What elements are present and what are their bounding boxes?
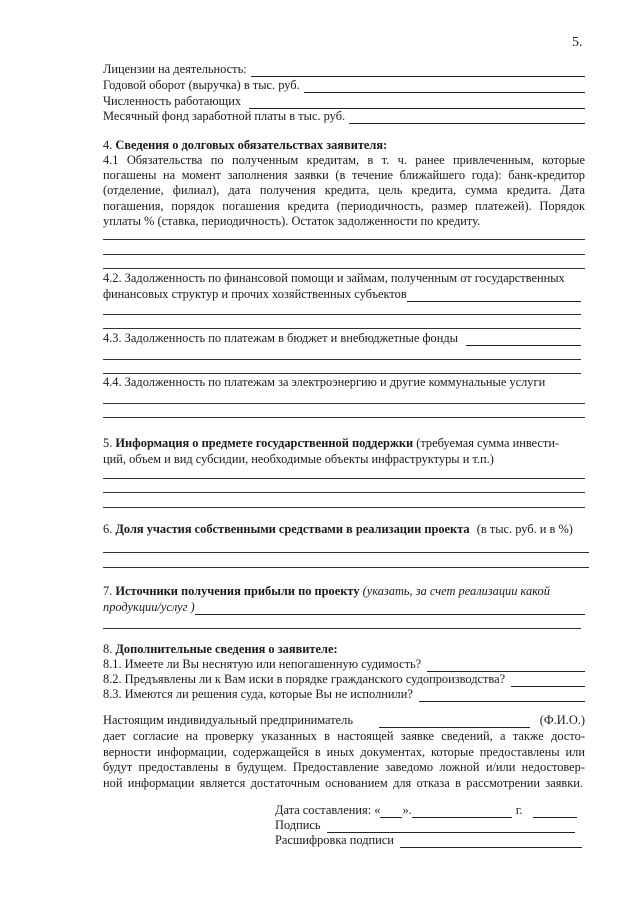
employees-label: Численность работающих: [103, 94, 242, 108]
section7-heading-line1: [103, 584, 550, 599]
consent-body-line-2: верности информации, содержащейся в иных документах, которые предоставлены или: [103, 745, 585, 759]
consent-body-line-1: дает согласие на проверку указанных в настоящей заявке сведений, а также досто-: [103, 729, 585, 743]
section6-answer-line-1[interactable]: [103, 552, 589, 553]
item42-field[interactable]: [407, 290, 581, 302]
q82-row: [103, 672, 585, 687]
item41-text: 4.1 Обязательства по полученным кредитам, в т. ч. ранее привлеченным, которые погашены на момент заполнения заявки (в течение ближайшего года): банк-кредитор (отделение, филиал), дата получения кредита, цель кредита, сумма кредита. Дата погашения, порядок погашения кредита (периодичность, размер платежей). Порядок уплаты % (ставка, периодичность). Остаток задолженности по кредиту.: [103, 153, 585, 228]
q83-field[interactable]: [419, 690, 585, 702]
section4-title: Сведения о долговых обязательствах заявителя:: [115, 138, 388, 152]
q81-row: [103, 657, 585, 672]
date-year-suffix: г.: [515, 803, 523, 817]
q83-row: [103, 687, 585, 702]
licenses-label: Лицензии на деятельность:: [103, 62, 247, 76]
item42-answer-line-1[interactable]: [103, 314, 581, 315]
item43-row: [103, 331, 581, 346]
item44-answer-line-1[interactable]: [103, 403, 585, 404]
consent-line1: [103, 713, 585, 728]
section6-title: Доля участия собственными средствами в реализации проекта: [115, 522, 470, 536]
item43-answer-line-1[interactable]: [103, 359, 581, 360]
sign-field[interactable]: [327, 821, 575, 833]
section7-answer-line[interactable]: [103, 628, 581, 629]
q81-field[interactable]: [427, 660, 585, 672]
licenses-field[interactable]: [251, 65, 585, 77]
section7-note-line1: (указать, за счет реализации какой: [362, 584, 550, 598]
sign-row: [275, 818, 575, 833]
section5-title: Информация о предмете государственной поддержки: [115, 436, 414, 450]
section5-number: 5.: [103, 436, 113, 450]
item44-label: 4.4. Задолженность по платежам за электроэнергию и другие коммунальные услуги: [103, 375, 546, 389]
section8-heading: [103, 642, 338, 657]
date-extra-field[interactable]: [533, 806, 577, 818]
item41-line-1[interactable]: [103, 239, 585, 240]
section6-answer-line-2[interactable]: [103, 567, 589, 568]
section7-title: Источники получения прибыли по проекту: [115, 584, 360, 598]
item41-line-3[interactable]: [103, 268, 585, 269]
section5-note-line1: (требуемая сумма инвести-: [413, 436, 560, 450]
date-row: [275, 803, 577, 818]
item42-answer-line-2[interactable]: [103, 328, 581, 329]
q82-label: 8.2. Предъявлены ли к Вам иски в порядке гражданского судопроизводства?: [103, 672, 506, 686]
employees-field[interactable]: [249, 97, 585, 109]
entrepreneur-name-field[interactable]: [379, 716, 530, 728]
item43-field[interactable]: [466, 334, 581, 346]
section5-answer-line-3[interactable]: [103, 507, 585, 508]
item44-answer-line-2[interactable]: [103, 417, 585, 418]
section7-row: [103, 600, 585, 615]
turnover-label: Годовой оборот (выручка) в тыс. руб.: [103, 78, 300, 92]
item42-line2: финансовых структур и прочих хозяйственных субъектов: [103, 287, 407, 301]
section8-number: 8.: [103, 642, 113, 656]
q82-field[interactable]: [511, 675, 585, 687]
licenses-row: [103, 62, 585, 77]
payroll-label: Месячный фонд заработной платы в тыс. руб.: [103, 109, 346, 123]
section6-heading: [103, 522, 573, 537]
consent-body-line-3: будут предоставлены в будущем. Предоставление заведомо ложной и/или недостовер-: [103, 760, 585, 774]
item42-line1: 4.2. Задолженность по финансовой помощи и займам, полученным от государственных: [103, 271, 565, 285]
section4-number: 4.: [103, 138, 113, 152]
section5-heading-line1: [103, 436, 559, 451]
section5-answer-line-1[interactable]: [103, 478, 585, 479]
q83-label: 8.3. Имеются ли решения суда, которые Вы не исполнили?: [103, 687, 413, 701]
section6-number: 6.: [103, 522, 113, 536]
consent-prefix: Настоящим индивидуальный предприниматель: [103, 713, 353, 727]
turnover-field[interactable]: [304, 81, 585, 93]
decode-field[interactable]: [400, 836, 582, 848]
section5-answer-line-2[interactable]: [103, 492, 585, 493]
employees-row: [103, 94, 585, 109]
date-month-field[interactable]: [412, 806, 512, 818]
date-label: Дата составления: «: [275, 803, 381, 817]
section7-field[interactable]: [195, 603, 585, 615]
payroll-field[interactable]: [349, 112, 585, 124]
section7-number: 7.: [103, 584, 113, 598]
decode-label: Расшифровка подписи: [275, 833, 394, 847]
item43-label: 4.3. Задолженность по платежам в бюджет и внебюджетные фонды: [103, 331, 458, 345]
consent-suffix: (Ф.И.О.): [539, 713, 585, 727]
turnover-row: [103, 78, 585, 93]
section4-heading: [103, 138, 387, 153]
date-quote-close: ».: [402, 803, 412, 817]
payroll-row: [103, 109, 585, 124]
item41-line-2[interactable]: [103, 254, 585, 255]
page-number: 5.: [572, 35, 583, 50]
section7-note-line2: продукции/услуг ): [103, 600, 195, 614]
decode-row: [275, 833, 582, 848]
section5-note-line2: ций, объем и вид субсидии, необходимые объекты инфраструктуры и т.п.): [103, 452, 494, 466]
item42-row: [103, 287, 581, 302]
section8-title: Дополнительные сведения о заявителе:: [115, 642, 338, 656]
item43-answer-line-2[interactable]: [103, 373, 581, 374]
consent-body-line-4: ной информации является достаточным основанием для отказа в рассмотрении заявки.: [103, 776, 583, 790]
sign-label: Подпись: [275, 818, 321, 832]
date-day-field[interactable]: [380, 806, 402, 818]
q81-label: 8.1. Имеете ли Вы неснятую или непогашенную судимость?: [103, 657, 422, 671]
section6-note: (в тыс. руб. и в %): [476, 522, 573, 536]
